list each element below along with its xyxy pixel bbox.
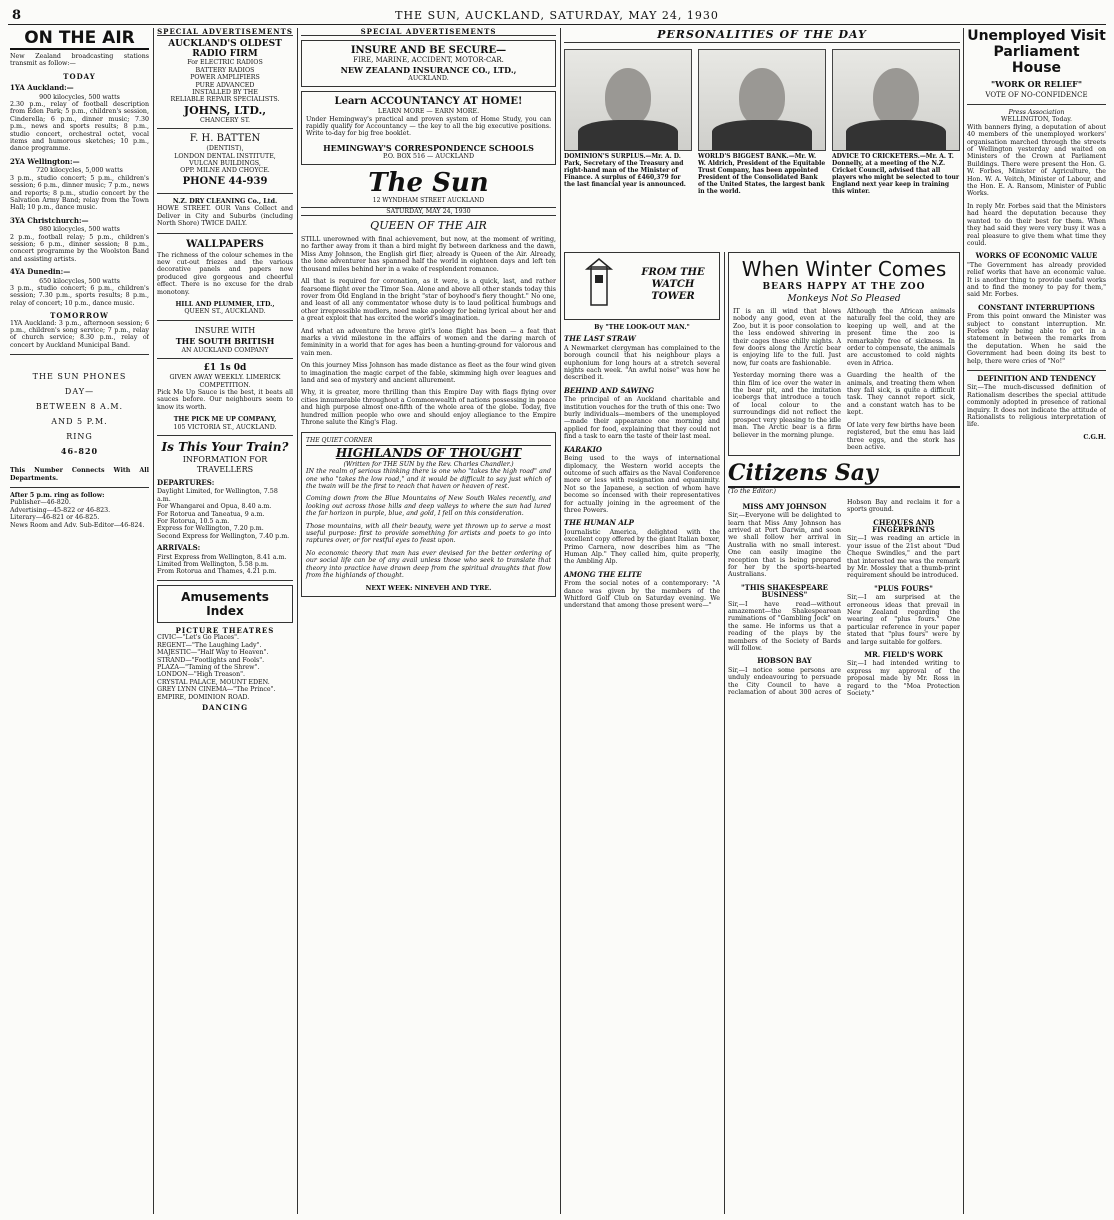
letter-text: Sir,—I notice some persons are unduly endeavouring to persuade the City Council to have a reclamation of about 300 acres of Hobson Bay and reclaim it for a sports ground.	[728, 498, 960, 697]
ad-line: LONDON DENTAL INSTITUTE,	[174, 152, 276, 160]
letter-title: MISS AMY JOHNSON	[742, 501, 827, 511]
divider	[967, 370, 1106, 371]
zoo-paragraph: Guarding the health of the animals, and treating them when they fall sick, is quite a difficult task. They cannot report sick, and a constant watch has to be kept.	[847, 372, 955, 417]
ad-line: P.O. BOX 516 — AUCKLAND	[382, 152, 475, 160]
face-shape	[605, 68, 651, 126]
train-line: From Rotorua and Thames, 4.21 p.m.	[157, 568, 277, 576]
picture-theatres-heading: PICTURE THEATRES	[175, 625, 275, 635]
item-heading: THE LAST STRAW	[564, 334, 636, 344]
sun-phones-box	[10, 369, 149, 459]
sun-address: 12 WYNDHAM STREET AUCKLAND	[372, 197, 485, 205]
ad-address: 105 VICTORIA ST., AUCKLAND.	[173, 423, 277, 431]
ad-pick-me-up	[157, 363, 293, 431]
station-list	[10, 84, 149, 307]
suit-shape	[712, 120, 813, 150]
station-name: 3YA Christchurch:—	[10, 215, 89, 225]
station-name: 2YA Wellington:—	[10, 156, 80, 166]
letter-title: "PLUS FOURS"	[874, 583, 933, 593]
portrait-caption: DOMINION'S SURPLUS.—Mr. A. D. Park, Secretary of the Treasury and right-hand man of the Minister of Finance. A surplus of £460,379 for the last financial year is announced.	[564, 153, 686, 188]
station-text: 3 p.m., studio concert; 6 p.m., children's session; 7.30 p.m., sports results; 8 p.m., relay of concert; 10 p.m., dance music.	[10, 284, 149, 307]
divider	[157, 320, 293, 321]
highlands-paragraph: Those mountains, with all their beauty, were yet thrown up to serve a most useful purpose: first to provide something for artists and poets to go into raptures over, or for restful eyes to feast upon.	[306, 522, 551, 545]
amusement-line: STRAND—"Footlights and Fools".	[157, 656, 265, 664]
amusements-title: Amusements Index	[157, 585, 293, 623]
ad-dry-cleaning-text: HOWE STREET. OUR Vans Collect and Deliver in City and Suburbs (including North Shore) TWICE DAILY.	[157, 205, 293, 228]
suit-shape	[846, 120, 947, 150]
highlands-byline: (Written for THE SUN by the Rev. Charles Chandler.)	[343, 460, 514, 468]
masthead-title: THE SUN, AUCKLAND, SATURDAY, MAY 24, 1930	[395, 9, 719, 22]
column-watch-tower	[564, 252, 720, 1214]
amusement-line: PLAZA—"Taming of the Shrew".	[157, 663, 260, 671]
station-freq: 900 kilocycles, 500 watts	[39, 93, 120, 101]
headline-line1: Unemployed Visit	[967, 28, 1106, 44]
phones-line: THE SUN PHONES	[32, 372, 127, 382]
dateline: WELLINGTON, Today.	[1001, 116, 1072, 124]
after-line: Publisher—46-820.	[10, 499, 71, 507]
ad-wallpapers-address: QUEEN ST., AUCKLAND.	[184, 308, 266, 316]
zoo-subhead2: Monkeys Not So Pleased	[787, 294, 901, 304]
ad-line: PURE ADVANCED	[195, 81, 255, 89]
column-on-the-air	[10, 28, 149, 1214]
ad-text: Under Hemingway's practical and proven system of Home Study, you can rapidly qualify for Accountancy — the key to all the big executive positions. Write to-day for big free booklet.	[306, 115, 551, 138]
station-text: 2.30 p.m., relay of football description from Eden Park; 5 p.m., children's session, Cinderella; 6 p.m., dinner music; 7.30 p.m., news and sports results; 8 p.m., studio concert, orchestral octet, vocal items and humorous sketches; 10 p.m., dance programme.	[10, 101, 149, 153]
phones-line: AND 5 P.M.	[51, 417, 108, 427]
sun-logo-block	[301, 169, 556, 216]
ad-line: INSTALLED BY THE	[192, 89, 258, 97]
letter-title: HOBSON BAY	[757, 656, 812, 666]
divider	[157, 193, 293, 194]
tower-icon	[569, 257, 629, 307]
phones-line: RING	[66, 432, 93, 442]
item-text: From the social notes of a contemporary: "A dance was given by the members of the Whitford Golf Club on Saturday evening. We understand that among those present were—"	[564, 580, 720, 610]
ad-title: F. H. BATTEN	[189, 133, 261, 145]
after-line: News Room and Adv. Sub-Editor—46-824.	[10, 521, 145, 529]
train-line: First Express from Wellington, 8.41 a.m.	[157, 553, 287, 561]
highlands-paragraph: IN the realm of serious thinking there is one who "takes the high road" and one who "takes the low road," and it would be difficult to say just which of the twain will be the first to reach that haven or heaven of rest.	[306, 468, 551, 491]
ad-line: POWER AMPLIFIERS	[190, 74, 260, 82]
zoo-paragraph: Of late very few births have been registered, but the emu has laid three eggs, and the stork has been active.	[847, 421, 955, 451]
portrait-donnelly	[832, 49, 960, 195]
press-association: Press Association	[1008, 109, 1065, 116]
ad-hemingway	[301, 91, 556, 165]
train-line: For Whangarei and Opua, 8.40 a.m.	[157, 503, 272, 511]
personalities-section	[564, 28, 960, 248]
column-rule	[153, 28, 154, 1214]
phones-line: BETWEEN 8 A.M.	[35, 402, 124, 412]
ad-johns	[157, 39, 293, 124]
train-line: Daylight Limited, for Wellington, 7.58 a.m.	[157, 488, 278, 503]
station-freq: 650 kilocycles, 500 watts	[39, 277, 120, 285]
item-text: Being used to the ways of international diplomacy, the Western world accepts the outcome of such affairs as the Naval Conference more or less with resignation and equanimity. Not so the Japanese, a section of whom have become so incensed with their representatives for actually joining in the agreement of the three Powers.	[564, 455, 720, 514]
zoo-body	[733, 308, 955, 451]
watch-tower-banner	[564, 252, 720, 320]
item-heading: THE HUMAN ALP	[564, 518, 634, 528]
portrait-park	[564, 49, 692, 195]
editorial-paragraph: All that is required for coronation, as it were, is a quick, last, and rather fearsome flight over the Timor Sea. Alone and above all other stands today this rover from Old England in the bright "star of boyhood's fiery thought." No one, and least of all any commentator whose duty is to laud political humbugs and other irrepressible mudlers, need make apology for being lyrical about her and a great exploit that has excited the world's imagination.	[301, 278, 556, 323]
ad-city: AUCKLAND.	[408, 74, 449, 82]
ad-title: AUCKLAND'S OLDEST RADIO FIRM	[168, 39, 282, 60]
sun-logo: The Sun	[368, 168, 489, 199]
zoo-paragraph: Yesterday morning there was a thin film of ice over the water in the bear pit, and the imitation icebergs that introduce a touch of local colour to the surroundings did not reflect the prospect very pleasing to the idle man. The Arctic bear is a firm believer in the morning plunge.	[733, 372, 841, 439]
ad-firm: THE SOUTH BRITISH	[175, 335, 275, 346]
editorial-paragraph: Why, it is greater, more thrilling than this Empire Day with flags flying over cities innumerable throughout a Commonwealth of nations possessing in peace and high purpose almost one-fifth of the whole area of the globe. Today, five hundred million people who owe and should enjoy allegiance to the Empire Throne salute the King's Flag.	[301, 389, 556, 426]
train-line: Second Express for Wellington, 7.40 p.m.	[157, 532, 290, 540]
dancing-heading: DANCING	[201, 702, 249, 712]
headline-line2: Parliament House	[993, 44, 1080, 76]
train-title: Is This Your Train?	[161, 440, 289, 454]
sun-date: SATURDAY, MAY 24, 1930	[301, 207, 556, 216]
intro: New Zealand broadcasting stations transmit as follow:—	[10, 53, 149, 68]
quiet-corner	[301, 432, 556, 597]
station-name: 1YA Auckland:—	[10, 83, 74, 93]
letters-body	[728, 499, 960, 700]
amusement-line: MAJESTIC—"Half Way to Heaven".	[157, 649, 269, 657]
after-line: Advertising—45-822 or 46-823.	[10, 506, 111, 514]
station-text: 3 p.m., studio concert; 5 p.m., children's session; 6 p.m., dinner music; 7 p.m., news and reports; 8 p.m., studio concert by the Salvation Army Band; relay from the Town Hall; 10 p.m., dance music.	[10, 174, 149, 212]
zoo-paragraph: IT is an ill wind that blows nobody any good, even at the Zoo, but it is poor consolation to the less endowed shivering in their cages these chilly nights. A few doors along the Arctic bear is enjoying life to the full. Just now, fur coats are fashionable.	[733, 308, 841, 367]
column-rule	[963, 28, 964, 1214]
column-unemployed	[967, 28, 1106, 1214]
ad-line: (DENTIST),	[206, 145, 244, 153]
ad-city: AUCKLAND	[435, 152, 475, 160]
item-text: Journalistic America, delighted with the excellent copy offered by the giant Italian boxer, Primo Carnera, now describes him as "The Human Alp." They called him, quite properly, the Ambling Alp.	[564, 528, 720, 566]
item-text: The principal of an Auckland charitable and institution vouches for the truth of this one: Two burly individuals—members of the unemployed—made their appearance one morning and applied for food, explaining that they could not find a task to earn the taste of their last meal.	[564, 396, 720, 441]
ad-phone: PHONE 44-939	[182, 175, 268, 187]
amusement-line: GREY LYNN CINEMA—"The Prince".	[157, 686, 276, 694]
highlands-paragraph: Coming down from the Blue Mountains of New South Wales recently, and looking out across those hills and deep valleys to where the sun had lured the far horizon in purple, blue, and gold, I fell on this consideration.	[306, 495, 551, 518]
station-item	[10, 268, 149, 307]
letter-title: "THIS SHAKESPEARE BUSINESS"	[741, 582, 828, 600]
letter-text: Sir,—I was reading an article in your issue of the 21st about "Dud Cheque Swindles," and the part that interested me was the remark by Mr. Mossley that a thumb-print requirement should be introduced.	[847, 535, 960, 580]
face-shape	[739, 68, 785, 126]
subhead: WORKS OF ECONOMIC VALUE	[975, 251, 1098, 261]
ad-wallpapers-firm: HILL AND PLUMMER, LTD.,	[175, 300, 275, 308]
item-heading: KARAKIO	[564, 444, 602, 454]
ad-dry-cleaning-title: N.Z. DRY CLEANING Co., Ltd.	[172, 197, 278, 205]
story-paragraph: From this point onward the Minister was subject to constant interruption. Mr. Forbes only being able to get in a statement in between the remarks from the deputation. When he said the Government had been doing its best to help, there were cries of "No!"	[967, 313, 1106, 365]
station-name: 4YA Dunedin:—	[10, 267, 71, 277]
zoo-paragraph: Although the African animals naturally feel the cold, they are keeping up well, and at the present time the zoo is remarkably free of sickness. In order to compensate, the animals are accustomed to cold nights even in Africa.	[847, 308, 955, 367]
column-rule	[724, 252, 725, 1214]
divider	[157, 580, 293, 581]
zoo-subhead: BEARS HAPPY AT THE ZOO	[762, 282, 926, 292]
station-freq: 720 kilocycles, 5,000 watts	[36, 167, 123, 175]
suit-shape	[578, 120, 679, 150]
ad-address: CHANCERY ST.	[199, 116, 251, 124]
phones-note: This Number Connects With All Departments.	[10, 467, 149, 482]
divider	[157, 233, 293, 234]
ad-title: Learn ACCOUNTANCY AT HOME!	[334, 96, 523, 108]
letter-text: Sir,—I have read—without amazement—the Shakespearean ruminations of "Gambling Jock" on the same. He informs us that a reading of the plays by the members of the Society of Bards will follow.	[728, 600, 841, 653]
ad-batten	[157, 133, 293, 189]
signature: C.G.H.	[1083, 433, 1106, 441]
story-paragraph: With banners flying, a deputation of about 40 members of the unemployed workers' organisation marched through the streets of Wellington yesterday and waited on Ministers of the Crown at Parliament Buildings. There were present the Hon. G. W. Forbes, Minister of Agriculture, the Hon. W. A. Veitch, Minister of Labour, and the Hon. E. A. Ransom, Minister of Public Works.	[967, 123, 1106, 198]
portrait-photo	[698, 49, 826, 151]
letter-text: Sir,—Everyone will be delighted to learn that Miss Amy Johnson has arrived at Port Darwin, and soon we shall follow her arrival in Australia with no small interest. One can easily imagine the reception that is being prepared for her by the sports-hearted Australians.	[728, 512, 841, 579]
divider	[157, 358, 293, 359]
ad-firm: THE PICK ME UP COMPANY,	[173, 416, 277, 424]
after-hours: After 5 p.m. ring as follow:	[10, 492, 105, 500]
divider	[157, 435, 293, 436]
special-ads-label: SPECIAL ADVERTISEMENTS	[157, 28, 293, 36]
watch-tower-title: FROM THE WATCH TOWER	[641, 267, 705, 302]
station-item	[10, 158, 149, 212]
portrait-photo	[564, 49, 692, 151]
ad-line: RELIABLE REPAIR SPECIALISTS.	[170, 96, 280, 104]
ad-line: FIRE, MARINE, ACCIDENT, MOTOR-CAR.	[353, 56, 504, 65]
station-text: 2 p.m., football relay; 5 p.m., children's session; 6 p.m., dinner session; 8 p.m., concert programme by the Woolston Band and assisting artists.	[10, 233, 149, 263]
ad-line: For ELECTRIC RADIOS	[187, 59, 263, 67]
station-item	[10, 84, 149, 153]
highlands-title: HIGHLANDS OF THOUGHT	[335, 445, 522, 460]
ad-line: GIVEN AWAY WEEKLY. LIMERICK COMPETITION.	[169, 374, 281, 389]
ad-line: AN AUCKLAND COMPANY	[181, 346, 269, 354]
ad-firm: NEW ZEALAND INSURANCE CO., LTD.,	[340, 64, 517, 75]
portrait-caption: ADVICE TO CRICKETERS.—Mr. A. T. Donnelly, at a meeting of the N.Z. Cricket Council, advised that all players who might be selected to tour England next year keep in training this winter.	[832, 153, 960, 195]
column-zoo-letters	[728, 252, 960, 1214]
tomorrow-heading: TOMORROW	[50, 311, 109, 321]
ad-firm: JOHNS, LTD.,	[183, 103, 267, 117]
item-text: A Newmarket clergyman has complained to the borough council that his neighbour plays a euphonium for long hours at a stretch several nights each week. "An awful noise" was how he described it.	[564, 344, 720, 382]
highlands-paragraph: No economic theory that man has ever devised for the better ordering of our social life can be of any avail unless those who seek to translate that theory into practice have drawn deep from the spiritual draughts that flow from the highlands of thought.	[306, 549, 551, 580]
divider	[10, 487, 149, 488]
letter-title: MR. FIELD'S WORK	[864, 650, 943, 660]
train-line: For Rotorua, 10.5 a.m.	[157, 518, 230, 526]
headline-on-the-air: ON THE AIR	[10, 28, 149, 50]
story-paragraph: In reply Mr. Forbes said that the Ministers had heard the deputation because they wanted to do their best for them. When they had said they were very busy it was a real pleasure to give them what time they could.	[967, 202, 1106, 247]
column-rule	[297, 28, 298, 1214]
after-line: Literary—46-821 or 46-825.	[10, 514, 100, 522]
today-heading: TODAY	[63, 71, 96, 81]
column-rule	[560, 28, 561, 1214]
ad-text: Pick Me Up Sauce is the best, it beats all sauces before. Our neighbours seem to know its worth.	[157, 388, 293, 411]
amusement-line: EMPIRE, DOMINION ROAD.	[157, 693, 250, 701]
face-shape	[873, 68, 919, 126]
quiet-corner-label: THE QUIET CORNER	[306, 437, 551, 445]
story-paragraph: Sir,—The much-discussed definition of Rationalism describes the special attitude commonly adopted in presence of rational inquiry. It does not indicate the attitude of Rationalists to religious interpretation of life.	[967, 384, 1106, 429]
ad-line: BATTERY RADIOS	[195, 66, 255, 74]
portrait-aldrich	[698, 49, 826, 195]
editorial-title: QUEEN OF THE AIR	[370, 219, 487, 233]
next-week: NEXT WEEK: NINEVEH AND TYRE.	[365, 584, 492, 592]
editorial-paragraph: And what an adventure the brave girl's lone flight has been — a feat that marks a vivid milestone in the affairs of women and the daring march of femininity in a world that for ages has been a hunting-ground for valorous and vain men.	[301, 327, 556, 357]
station-freq: 980 kilocycles, 500 watts	[39, 226, 120, 234]
ad-south-british	[157, 325, 293, 354]
column-editorial	[301, 28, 556, 1214]
ad-prize: £1 1s 0d	[203, 363, 247, 374]
divider	[157, 128, 293, 129]
ad-nz-insurance	[301, 40, 556, 87]
masthead	[8, 8, 1106, 25]
train-line: For Rotorua and Taneatua, 9 a.m.	[157, 510, 265, 518]
deck-1: "WORK OR RELIEF"	[991, 79, 1082, 89]
ad-title: INSURE AND BE SECURE—	[350, 45, 507, 57]
divider	[967, 104, 1106, 105]
subhead: CONSTANT INTERRUPTIONS	[978, 302, 1095, 312]
portrait-row	[564, 49, 960, 195]
ad-line: OPP. MILNE AND CHOYCE.	[180, 167, 270, 175]
page-number: 8	[12, 8, 22, 23]
train-line: Express for Wellington, 7.20 p.m.	[157, 525, 264, 533]
watch-tower-byline: By "THE LOOK-OUT MAN."	[594, 324, 690, 331]
subhead: DEFINITION AND TENDENCY	[977, 374, 1096, 383]
citizens-say-sub: (To the Editor.)	[728, 488, 777, 496]
divider	[10, 354, 149, 355]
story-paragraph: "The Government has already provided relief works that have an economic value. It is another thing to provide useful works and to find the money to pay for them," said Mr. Forbes.	[967, 261, 1106, 299]
station-item	[10, 217, 149, 263]
ad-wallpapers-title: WALLPAPERS	[186, 238, 264, 250]
letter-text: Sir,—I had intended writing to express my approval of the proposal made by Mr. Ross in regard to the "Moa Protection Society."	[847, 660, 960, 698]
special-ads-label: SPECIAL ADVERTISEMENTS	[301, 28, 556, 36]
train-departures-heading: DEPARTURES:	[157, 478, 215, 487]
personalities-title: PERSONALITIES OF THE DAY	[564, 28, 960, 43]
ad-box: P.O. BOX 516	[382, 152, 426, 160]
amusement-line: CIVIC—"Let's Go Places".	[157, 634, 239, 642]
zoo-headline: When Winter Comes	[741, 257, 947, 281]
tomorrow-text: 1YA Auckland: 3 p.m., afternoon session; 6 p.m., children's song service; 7 p.m., relay of church service; 8.30 p.m., relay of concert by Auckland Municipal Band.	[10, 319, 149, 349]
deck-2: VOTE OF NO-CONFIDENCE	[985, 91, 1088, 99]
amusement-line: CRYSTAL PALACE, MOUNT EDEN.	[157, 678, 270, 686]
train-arrivals-heading: ARRIVALS:	[157, 543, 201, 553]
letter-title: CHEQUES AND FINGERPRINTS	[872, 517, 935, 534]
train-subtitle: INFORMATION FOR TRAVELLERS	[182, 455, 268, 474]
phones-number: 46-820	[60, 446, 99, 457]
portrait-photo	[832, 49, 960, 151]
amusement-line: REGENT—"The Laughing Lady".	[157, 641, 262, 649]
editorial-paragraph: On this journey Miss Johnson has made distance as fleet as the four wind given to imagination the magic carpet of the fable, skimming high over leagues and land and sea of mystery and ancient allurement.	[301, 362, 556, 384]
item-heading: BEHIND AND SAWING	[564, 385, 655, 395]
ad-line: INSURE WITH	[194, 325, 256, 335]
portrait-caption: WORLD'S BIGGEST BANK.—Mr. W. W. Aldrich, President of the Equitable Trust Company, has been appointed President of the Consolidated Bank of the United States, the largest bank in the world.	[698, 153, 826, 195]
ad-firm: HEMINGWAY'S CORRESPONDENCE SCHOOLS	[323, 142, 534, 153]
ad-line: VULCAN BUILDINGS,	[189, 160, 261, 168]
amusement-line: LONDON—"High Treason".	[157, 671, 246, 679]
ad-line: LEARN MORE — EARN MORE.	[377, 108, 480, 116]
train-line: Limited from Wellington, 5.58 p.m.	[157, 561, 269, 569]
letter-text: Sir,—I am surprised at the erroneous ideas that prevail in New Zealand regarding the wearing of "plus fours." One particular reference in your paper stated that "plus fours" were by and large suitable for golfers.	[847, 594, 960, 646]
ad-wallpapers-text: The richness of the colour schemes in the new cut-out friezes and the various decorative panels and papers now produced give gorgeous and cheerful effect. There is no excuse for the drab monotony.	[157, 251, 293, 296]
item-heading: AMONG THE ELITE	[564, 569, 642, 579]
citizens-say-title: Citizens Say	[728, 460, 960, 488]
phones-line: DAY—	[64, 387, 95, 397]
zoo-story	[728, 252, 960, 456]
editorial-paragraph: STILL unerowned with final achievement, but now, at the moment of writing, no farther away from it than a bird might fly between darkness and the dawn, Miss Amy Johnson, the English girl flier, already is Queen of the Air. Already, the lone adventurer has spanned half the world in eighteen days and left ten thousand miles behind her in a wake of resplendent romance.	[301, 236, 556, 273]
column-advertisements	[157, 28, 293, 1214]
